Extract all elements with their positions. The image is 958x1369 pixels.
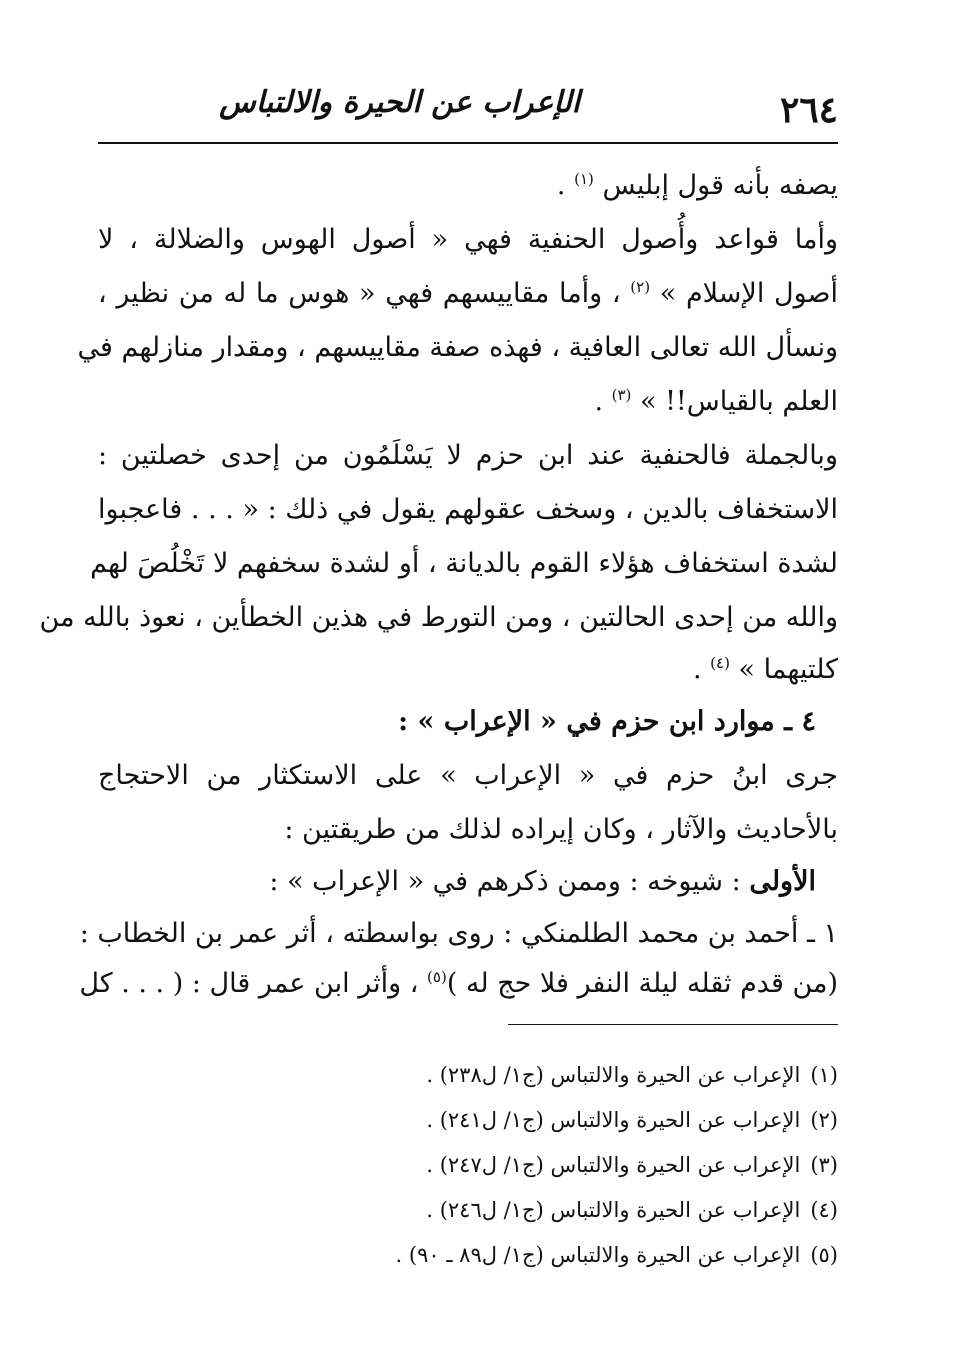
text-run: (من قدم ثقله ليلة النفر فلا حج له ) — [446, 968, 838, 999]
footnote-1 — [300, 1060, 838, 1090]
bold-label: الأولى — [749, 866, 816, 897]
text-run: . — [556, 170, 575, 201]
paragraph-line-2: وأما قواعد وأُصول الحنفية فهي « أصول الهوس والضلالة ، لا — [98, 224, 838, 255]
paragraph-line-12: جرى ابنُ حزم في « الإعراب » على الاستكثار من الاحتجاج — [98, 760, 838, 791]
paragraph-line-7: الاستخفاف بالدين ، وسخف عقولهم يقول في ذلك : « . . . فاعجبوا — [98, 494, 838, 525]
text-run: : شيوخه : وممن ذكرهم في « الإعراب » : — [269, 866, 750, 897]
paragraph-line-6: وبالجملة فالحنفية عند ابن حزم لا يَسْلَمُون من إحدى خصلتين : — [98, 440, 838, 471]
page-number: ٢٦٤ — [779, 89, 838, 131]
footnote-number: (٣) — [810, 1153, 838, 1177]
footnote-3 — [300, 1150, 838, 1180]
text-run: ، وأما مقاييسهم فهي « هوس ما له من نظير ، — [98, 278, 631, 309]
footnote-ref-3: (٣) — [611, 386, 632, 404]
footnote-ref-2: (٢) — [630, 278, 651, 296]
footnote-ref-1: (١) — [574, 170, 594, 188]
text-run: . — [594, 386, 612, 417]
footnote-4 — [300, 1195, 838, 1225]
footnote-text: الإعراب عن الحيرة والالتباس (ج١/ ل٢٤١) . — [426, 1108, 801, 1132]
paragraph-line-10 — [98, 652, 838, 688]
paragraph-line-16 — [79, 966, 838, 1002]
paragraph-line-15: ١ ـ أحمد بن محمد الطلمنكي : روى بواسطته ، أثر عمر بن الخطاب : — [79, 918, 838, 949]
text-run: أصول الإسلام » — [659, 278, 838, 309]
section-heading: ٤ ـ موارد ابن حزم في « الإعراب » : — [398, 706, 816, 737]
paragraph-line-14 — [98, 864, 838, 900]
text-run: العلم بالقياس!! » — [639, 386, 838, 417]
text-run: يصفه بأنه قول إبليس — [602, 170, 838, 201]
footnote-separator — [508, 1024, 838, 1025]
footnote-ref-4: (٤) — [710, 654, 730, 672]
footnote-ref-5: (٥) — [427, 968, 447, 986]
paragraph-line-1 — [98, 168, 838, 204]
footnote-5 — [300, 1240, 838, 1270]
footnote-number: (٤) — [810, 1198, 838, 1222]
header-rule — [98, 142, 838, 144]
text-run: كلتيهما » — [738, 654, 838, 685]
page-header — [98, 78, 838, 144]
paragraph-line-4: ونسأل الله تعالى العافية ، فهذه صفة مقاييسهم ، ومقدار منازلهم في — [77, 332, 838, 363]
running-title: الإعراب عن الحيرة والالتباس — [219, 85, 580, 120]
text-run: . — [692, 654, 711, 685]
paragraph-line-5 — [98, 384, 838, 420]
footnote-number: (٢) — [810, 1108, 838, 1132]
text-run: ، وأثر ابن عمر قال : ( . . . كل — [79, 968, 428, 999]
footnote-number: (١) — [810, 1063, 838, 1087]
paragraph-line-8: لشدة استخفاف هؤلاء القوم بالديانة ، أو لشدة سخفهم لا تَخْلُصَ لهم — [90, 548, 838, 579]
paragraph-line-9: والله من إحدى الحالتين ، ومن التورط في هذين الخطأين ، نعوذ بالله من — [39, 602, 838, 633]
paragraph-line-13: بالأحاديث والآثار ، وكان إيراده لذلك من طريقتين : — [284, 814, 838, 845]
footnote-text: الإعراب عن الحيرة والالتباس (ج١/ ل٢٤٧) . — [426, 1153, 801, 1177]
footnote-2 — [300, 1105, 838, 1135]
paragraph-line-3 — [98, 276, 838, 312]
footnote-number: (٥) — [810, 1243, 838, 1267]
footnote-text: الإعراب عن الحيرة والالتباس (ج١/ ل٢٤٦) . — [426, 1198, 801, 1222]
footnote-text: الإعراب عن الحيرة والالتباس (ج١/ ل٢٣٨) . — [426, 1063, 801, 1087]
footnote-text: الإعراب عن الحيرة والالتباس (ج١/ ل٨٩ ـ ٩٠) . — [395, 1243, 801, 1267]
